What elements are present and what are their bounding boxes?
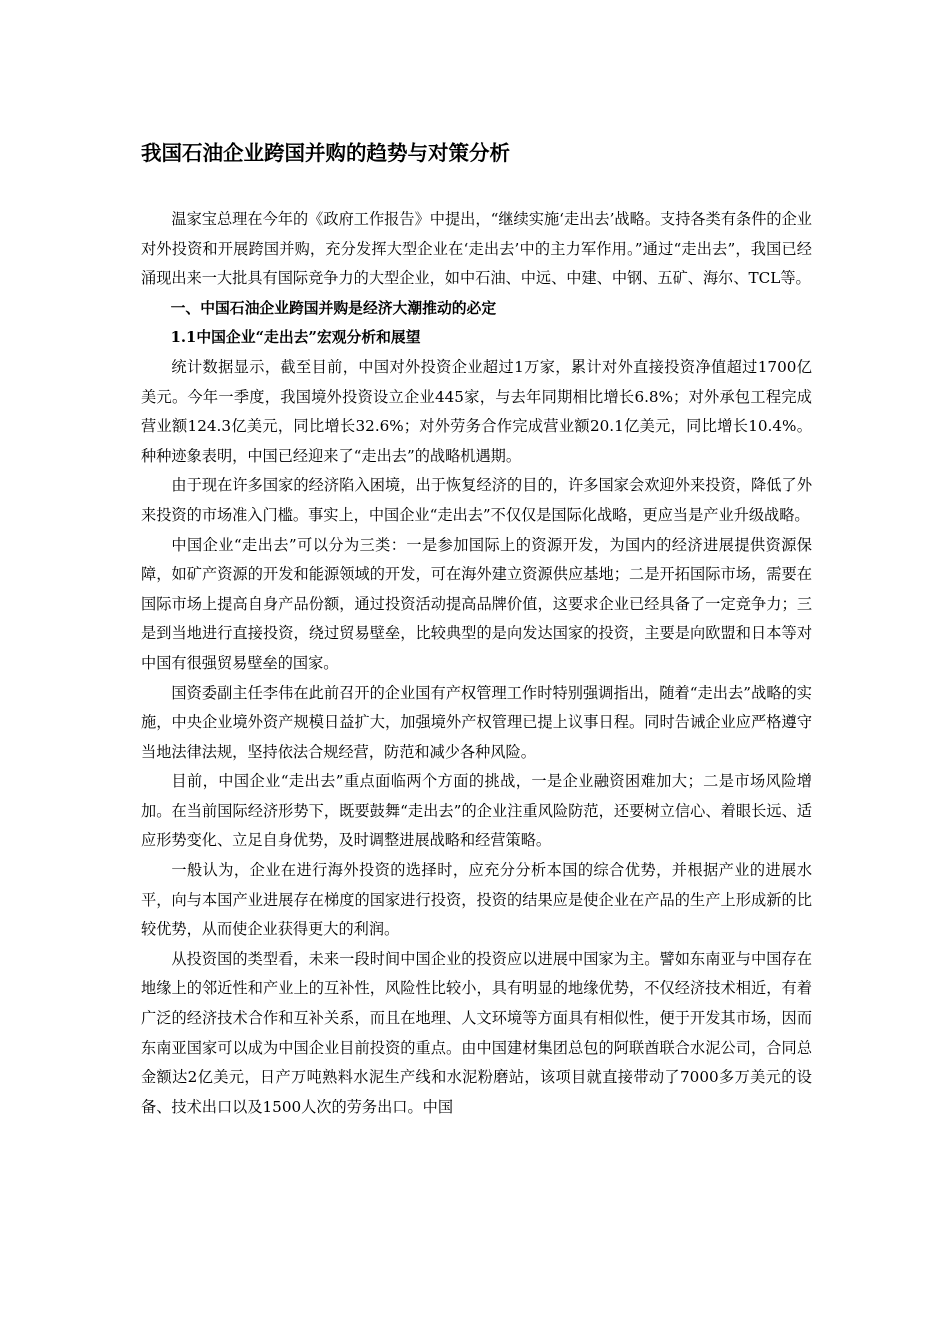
paragraph-market-access: 由于现在许多国家的经济陷入困境，出于恢复经济的目的，许多国家会欢迎外来投资，降低了外来投资的市场准入门槛。事实上，中国企业“走出去”不仅仅是国际化战略，更应当是产业升级战略。 [141,476,812,524]
section-heading: 一、中国石油企业跨国并购是经济大潮推动的必定 [170,299,497,317]
document-title: 我国石油企业跨国并购的趋势与对策分析 [141,141,510,165]
paragraph-three-types: 中国企业“走出去”可以分为三类：一是参加国际上的资源开发，为国内的经济进展提供资源保障，如矿产资源的开发和能源领域的开发，可在海外建立资源供应基地；二是开拓国际市场，需要在国际市场上提高自身产品份额，通过投资活动提高品牌价值，这要求企业已经具备了一定竞争力；三是到当地进行直接投资，绕过贸易壁垒，比较典型的是向发达国家的投资，主要是向欧盟和日本等对中国有很强贸易壁垒的国家。 [141,535,812,672]
paragraph-sasac: 国资委副主任李伟在此前召开的企业国有产权管理工作时特别强调指出，随着“走出去”战略的实施，中央企业境外资产规模日益扩大，加强境外产权管理已提上议事日程。同时告诫企业应严格遵守当地法律法规，坚持依法合规经营，防范和减少各种风险。 [141,683,812,761]
paragraph-investment-choice: 一般认为，企业在进行海外投资的选择时，应充分分析本国的综合优势，并根据产业的进展水平，向与本国产业进展存在梯度的国家进行投资，投资的结果应是使企业在产品的生产上形成新的比较优势，从而使企业获得更大的利润。 [141,861,812,939]
paragraph-host-countries: 从投资国的类型看，未来一段时间中国企业的投资应以进展中国家为主。譬如东南亚与中国存在地缘上的邻近性和产业上的互补性，风险性比较小，具有明显的地缘优势，不仅经济技术相近，有着广泛的经济技术合作和互补关系，而且在地理、人文环境等方面具有相似性，便于开发其市场，因而东南亚国家可以成为中国企业目前投资的重点。由中国建材集团总包的阿联酋联合水泥公司，合同总金额达2亿美元，日产万吨熟料水泥生产线和水泥粉磨站，该项目就直接带动了7000多万美元的设备、技术出口以及1500人次的劳务出口。中国 [141,949,812,1116]
paragraph-challenges: 目前，中国企业“走出去”重点面临两个方面的挑战，一是企业融资困难加大；二是市场风险增加。在当前国际经济形势下，既要鼓舞“走出去”的企业注重风险防范，还要树立信心、着眼长远、适应形势变化、立足自身优势，及时调整进展战略和经营策略。 [141,772,812,850]
subsection-heading: 1.1中国企业“走出去”宏观分析和展望 [170,329,421,347]
paragraph-statistics: 统计数据显示，截至目前，中国对外投资企业超过1万家，累计对外直接投资净值超过1700亿美元。今年一季度，我国境外投资设立企业445家，与去年同期相比增长6.8%；对外承包工程完成营业额124.3亿美元，同比增长32.6%；对外劳务合作完成营业额20.1亿美元，同比增长10.4%。种种迹象表明，中国已经迎来了“走出去”的战略机遇期。 [141,357,812,465]
document-body [141,205,812,1122]
paragraph-intro: 温家宝总理在今年的《政府工作报告》中提出，“继续实施‘走出去’战略。支持各类有条件的企业对外投资和开展跨国并购，充分发挥大型企业在‘走出去’中的主力军作用。”通过“走出去”，我国已经涌现出来一大批具有国际竞争力的大型企业，如中石油、中远、中建、中钢、五矿、海尔、TCL等。 [141,210,812,288]
